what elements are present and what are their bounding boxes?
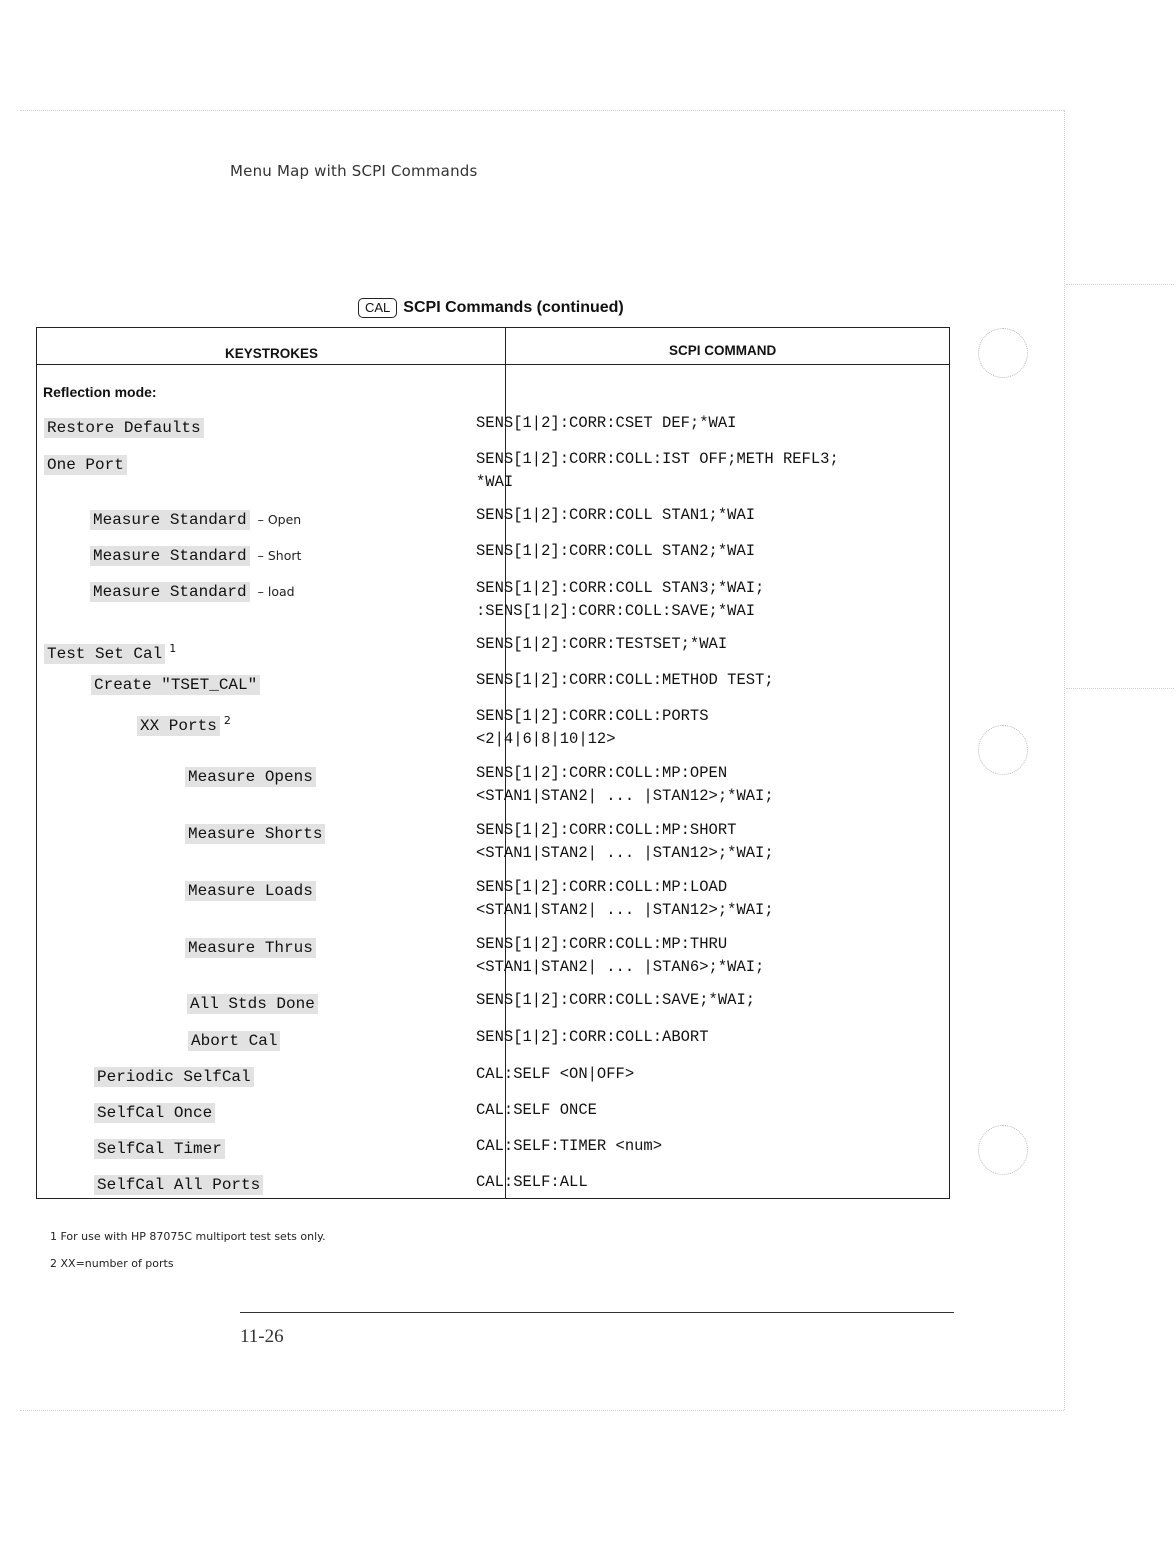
keystroke-row <box>44 417 204 439</box>
footnote-marker: 1 <box>169 642 177 655</box>
punch-hole <box>978 328 1028 378</box>
softkey-label: Measure Shorts <box>185 824 325 844</box>
scpi-command: SENS[1|2]:CORR:COLL:METHOD TEST; <box>476 671 774 689</box>
keystroke-row <box>94 1138 225 1160</box>
punch-hole <box>978 1125 1028 1175</box>
scpi-command: SENS[1|2]:CORR:COLL:ABORT <box>476 1028 709 1046</box>
page-edge-right <box>1064 110 1065 1410</box>
softkey-label: Measure Opens <box>185 767 316 787</box>
softkey-label: Measure Thrus <box>185 938 316 958</box>
scpi-command: SENS[1|2]:CORR:CSET DEF;*WAI <box>476 414 737 432</box>
keystroke-row <box>44 638 176 665</box>
keystroke-row <box>94 1066 254 1088</box>
standard-type-note: – Short <box>257 548 302 563</box>
tab-divider-line <box>1066 284 1174 285</box>
keystroke-row <box>185 766 316 788</box>
tab-divider-line <box>1066 688 1174 689</box>
keystroke-row <box>91 674 260 696</box>
standard-type-note: – Open <box>257 512 302 527</box>
scpi-command: CAL:SELF:TIMER <num> <box>476 1137 663 1155</box>
keystroke-row <box>90 581 295 603</box>
keystroke-row <box>187 993 318 1015</box>
keystroke-row <box>94 1174 263 1196</box>
softkey-label: Test Set Cal <box>44 644 165 664</box>
softkey-label: Periodic SelfCal <box>94 1067 254 1087</box>
scpi-command: SENS[1|2]:CORR:COLL:PORTS <2|4|6|8|10|12> <box>476 707 709 748</box>
scpi-command: SENS[1|2]:CORR:TESTSET;*WAI <box>476 635 728 653</box>
header-rule <box>37 364 949 365</box>
softkey-label: XX Ports <box>137 716 220 736</box>
table-title <box>358 298 624 318</box>
softkey-label: Measure Standard <box>90 510 250 530</box>
keystroke-row <box>185 823 325 845</box>
keystrokes-header: KEYSTROKES <box>225 346 319 361</box>
footnote-2: 2 XX=number of ports <box>50 1257 174 1270</box>
scpi-command: SENS[1|2]:CORR:COLL:MP:SHORT <STAN1|STAN2| ... |STAN12>;*WAI; <box>476 821 774 862</box>
standard-type-note: – load <box>257 584 295 599</box>
keystroke-row <box>137 710 231 737</box>
footnote-1: 1 For use with HP 87075C multiport test sets only. <box>50 1230 326 1243</box>
scpi-command: SENS[1|2]:CORR:COLL STAN3;*WAI; :SENS[1|2]:CORR:COLL:SAVE;*WAI <box>476 579 765 620</box>
scpi-command: SENS[1|2]:CORR:COLL:MP:OPEN <STAN1|STAN2| ... |STAN12>;*WAI; <box>476 764 774 805</box>
softkey-label: Restore Defaults <box>44 418 204 438</box>
scpi-command: SENS[1|2]:CORR:COLL:SAVE;*WAI; <box>476 991 756 1009</box>
punch-hole <box>978 725 1028 775</box>
scpi-command: SENS[1|2]:CORR:COLL STAN1;*WAI <box>476 506 756 524</box>
footer-rule <box>240 1312 954 1313</box>
softkey-label: Measure Standard <box>90 582 250 602</box>
scpi-command-header: SCPI COMMAND <box>669 343 777 358</box>
scpi-command: SENS[1|2]:CORR:COLL:MP:LOAD <STAN1|STAN2| ... |STAN12>;*WAI; <box>476 878 774 919</box>
softkey-label: Measure Standard <box>90 546 250 566</box>
keystroke-row <box>185 937 316 959</box>
keystroke-row <box>188 1030 280 1052</box>
running-header: Menu Map with SCPI Commands <box>230 162 478 180</box>
keystroke-row <box>94 1102 215 1124</box>
softkey-label: One Port <box>44 455 127 475</box>
softkey-label: SelfCal All Ports <box>94 1175 263 1195</box>
scpi-command: SENS[1|2]:CORR:COLL:MP:THRU <STAN1|STAN2| ... |STAN6>;*WAI; <box>476 935 765 976</box>
page-edge-top <box>20 110 1064 111</box>
softkey-label: All Stds Done <box>187 994 318 1014</box>
cal-key-icon: CAL <box>358 298 397 318</box>
scpi-command: SENS[1|2]:CORR:COLL STAN2;*WAI <box>476 542 756 560</box>
softkey-label: SelfCal Timer <box>94 1139 225 1159</box>
keystroke-row <box>44 454 127 476</box>
keystroke-row <box>90 509 301 531</box>
table-title-text: SCPI Commands (continued) <box>403 299 624 316</box>
softkey-label: Abort Cal <box>188 1031 280 1051</box>
section-label: Reflection mode: <box>43 384 157 400</box>
footnote-marker: 2 <box>223 714 231 727</box>
scpi-command: CAL:SELF ONCE <box>476 1101 597 1119</box>
scpi-command: CAL:SELF <ON|OFF> <box>476 1065 635 1083</box>
keystroke-row <box>90 545 301 567</box>
keystroke-row <box>185 880 316 902</box>
softkey-label: Measure Loads <box>185 881 316 901</box>
page-number: 11-26 <box>240 1326 284 1347</box>
page-edge-bottom <box>20 1410 1064 1411</box>
scpi-command: CAL:SELF:ALL <box>476 1173 588 1191</box>
softkey-label: Create "TSET_CAL" <box>91 675 260 695</box>
softkey-label: SelfCal Once <box>94 1103 215 1123</box>
scpi-command: SENS[1|2]:CORR:COLL:IST OFF;METH REFL3; *WAI <box>476 450 839 491</box>
